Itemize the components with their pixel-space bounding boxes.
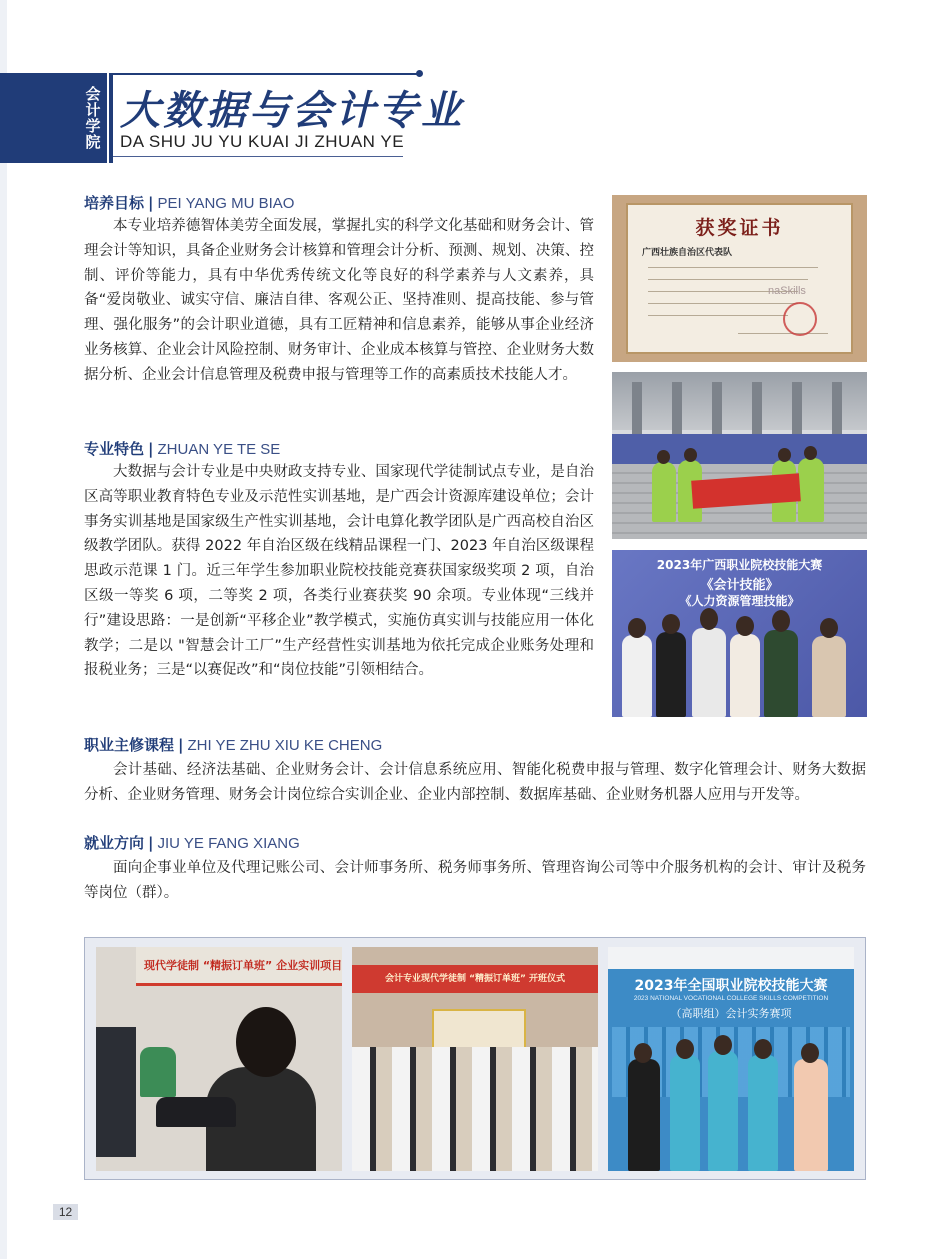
section-heading-text: 就业方向 (84, 834, 145, 852)
national-contest-photo (608, 947, 854, 1171)
section-heading-pinyin: PEI YANG MU BIAO (157, 195, 295, 212)
award-certificate-photo (612, 195, 867, 362)
page-edge (0, 0, 7, 1259)
competition-banner-line2: 《会计技能》 (700, 578, 779, 593)
red-seal (783, 302, 817, 336)
section-heading-pinyin: ZHI YE ZHU XIU KE CHENG (187, 737, 383, 754)
section-heading-training-goal: 培养目标 | PEI YANG MU BIAO (84, 194, 295, 212)
section-heading-courses: 职业主修课程 | ZHI YE ZHU XIU KE CHENG (84, 736, 383, 754)
section-heading-features: 专业特色 | ZHUAN YE TE SE (84, 440, 281, 458)
subtitle-rule (113, 156, 403, 157)
section-heading-text: 职业主修课程 (84, 736, 175, 754)
certificate-team: 广西壮族自治区代表队 (642, 248, 733, 258)
competition-team-photo (612, 550, 867, 717)
apprenticeship-ceremony-photo (352, 947, 598, 1171)
section-body-courses: 会计基础、经济法基础、企业财务会计、会计信息系统应用、智能化税费申报与管理、数字化管理会计、财务大数据分析、企业财务管理、财务会计岗位综合实训企业、企业内部控制、数据库基础、企业财务机器人应用与开发等。 (84, 762, 866, 803)
page-title-pinyin: DA SHU JU YU KUAI JI ZHUAN YE (120, 132, 405, 151)
classroom-training-photo (96, 947, 342, 1171)
certificate-watermark: naSkills (768, 285, 806, 297)
section-body-employment: 面向企事业单位及代理记账公司、会计师事务所、税务师事务所、管理咨询公司等中介服务机构的会计、审计及税务等岗位（群）。 (84, 860, 866, 901)
competition-banner-title: 2023年广西职业院校技能大赛 (656, 558, 823, 572)
college-tag: 会计学院 (81, 73, 105, 163)
section-heading-pinyin: JIU YE FANG XIANG (157, 835, 300, 852)
college-tag-block (0, 73, 113, 163)
classroom-banner: 现代学徒制 “精振订单班” 企业实训项目 (144, 959, 342, 972)
section-body-training-goal: 本专业培养德智体美劳全面发展，掌握扎实的科学文化基础和财务会计、管理会计等知识，具备企业财务会计核算和管理会计分析、预测、规划、决策、控制、评价等能力，具有中华优秀传统文化等良好的科学素养与人文素养，具备“爱岗敬业、诚实守信、廉洁自律、客观公正、坚持准则、提高技能、参与管理、强化服务”的会计职业道德，具有工匠精神和信息素养，能够从事企业经济业务核算、企业会计风险控制、财务审计、企业成本核算与管控、企业财务大数据分析、企业会计信息管理及税费申报与管理等工作的高素质技术技能人才。 (84, 218, 594, 383)
section-body-features: 大数据与会计专业是中央财政支持专业、国家现代学徒制试点专业，是自治区高等职业教育特色专业及示范性实训基地，是广西会计资源库建设单位；会计事务实训基地是国家级生产性实训基地，会计电算化教学团队是广西高校自治区级教学团队。获得 2022 年自治区级在线精品课程一门、2023 年自治区级课程思政示范课 1 门。近三年学生参加职业院校技能竞赛获国家级奖项 2 项，自治区级一等奖 6 项，二等奖 2 项，各类行业赛获奖 90 余项。专业体现“三线并行”建设思路：一是创新“平移企业”教学模式，实施仿真实训与技能应用一体化教学；二是以 "智慧会计工厂”生产经营性实训基地为依托完成企业账务处理和报税业务；三是“以赛促改”和“岗位技能”引领相结合。 (84, 464, 594, 679)
header-rule (113, 73, 418, 75)
header-rule-dot (416, 70, 423, 77)
ceremony-banner: 会计专业现代学徒制 “精振订单班” 开班仪式 (384, 974, 566, 984)
section-heading-pinyin: ZHUAN YE TE SE (157, 441, 281, 458)
page-title: 大数据与会计专业 (120, 88, 464, 134)
team-photo-stairs (612, 372, 867, 539)
tag-separator (107, 73, 109, 163)
section-heading-text: 专业特色 (84, 440, 145, 458)
page-number: 12 (53, 1204, 78, 1220)
competition-banner-line3: 《人力资源管理技能》 (679, 594, 800, 608)
section-heading-text: 培养目标 (84, 194, 145, 212)
national-contest-subtitle: （高职组）会计实务赛项 (670, 1007, 792, 1020)
national-contest-english: 2023 NATIONAL VOCATIONAL COLLEGE SKILLS COMPETITION (633, 995, 829, 1002)
certificate-title: 获奖证书 (695, 217, 784, 239)
section-heading-employment: 就业方向 | JIU YE FANG XIANG (84, 834, 300, 852)
national-contest-title: 2023年全国职业院校技能大赛 (634, 978, 828, 994)
